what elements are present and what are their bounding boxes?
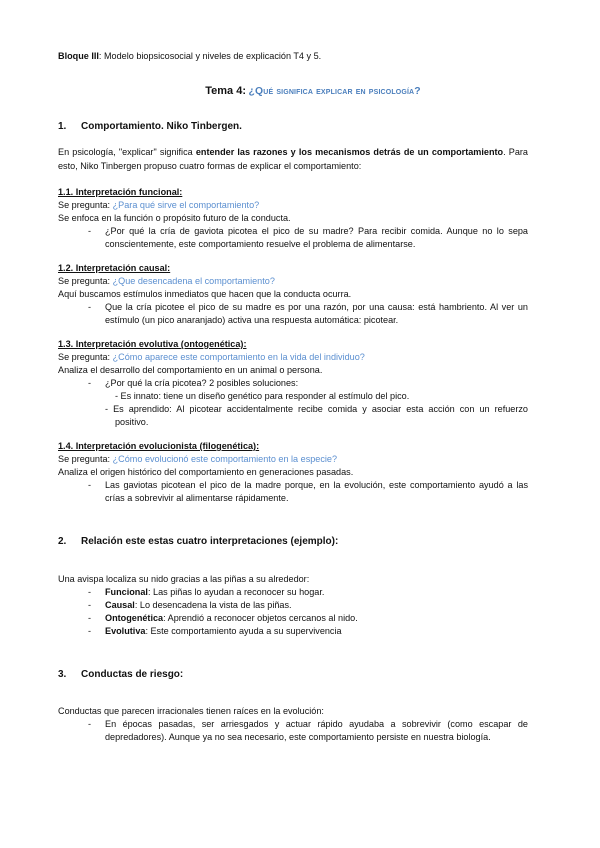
question-text-1-2: ¿Que desencadena el comportamiento? <box>112 276 275 286</box>
subsection-1-4-question-line <box>58 453 528 466</box>
ask-label-1-2: Se pregunta: <box>58 276 113 286</box>
subsection-heading-1-1: 1.1. Interpretación funcional: <box>58 187 183 197</box>
subsection-1-2-question-line <box>58 275 528 288</box>
dash-marker-icon: - <box>88 586 92 597</box>
question-text-1-3: ¿Cómo aparece este comportamiento en la vida del individuo? <box>112 352 365 362</box>
list-item <box>58 599 528 612</box>
list-item <box>58 225 528 251</box>
section-heading-1 <box>58 121 528 134</box>
dash-marker-icon: - <box>88 599 92 610</box>
question-text-1-1: ¿Para qué sirve el comportamiento? <box>112 200 260 210</box>
spacer <box>58 251 528 262</box>
section-title-2: Relación este estas cuatro interpretaciones (ejemplo): <box>81 536 339 547</box>
section-title-3: Conductas de riesgo: <box>81 668 184 680</box>
list-item-text: ¿Por qué la cría de gaviota picotea el pico de su madre? Para recibir comida. Aunque no lo sepa conscientemente, este comportamiento resuelve el problema de alimentarse. <box>105 226 528 249</box>
list-item <box>58 301 528 327</box>
ask-label-1-3: Se pregunta: <box>58 352 113 362</box>
document-body <box>58 50 528 744</box>
list-item <box>58 479 528 505</box>
list-item-text: : Este comportamiento ayuda a su supervivencia <box>145 625 342 636</box>
document-header-line <box>58 50 528 63</box>
section-number-1: 1. <box>58 120 67 132</box>
list-item-text: Las gaviotas picotean el pico de la madre porque, en la evolución, este comportamiento ayudó a las crías a sobrevivir al alimentarse rápidamente. <box>105 480 528 503</box>
lead-bold-1: entender las razones y los mecanismos detrás de un comportamiento <box>195 147 504 158</box>
section-number-3: 3. <box>58 668 67 680</box>
section-heading-3 <box>58 669 528 682</box>
lead-part-2: . Para esto, Niko Tinbergen propuso cuatro formas de explicar el comportamiento: <box>58 147 528 171</box>
list-item-text: ¿Por qué la cría picotea? 2 posibles soluciones: <box>105 378 299 388</box>
ask-label-1-4: Se pregunta: <box>58 454 113 464</box>
list-item <box>58 586 528 599</box>
header-bold-prefix: Bloque III <box>58 51 99 61</box>
spacer <box>58 505 528 536</box>
dash-marker-icon: - <box>88 480 92 490</box>
dash-marker-icon: - <box>88 612 92 623</box>
list-item <box>58 625 528 638</box>
list-item-text: Que la cría picotee el pico de su madre es por una razón, por una causa: está hambriento. Al ver un estímulo (un pico anaranjado) activa una respuesta automática: picotear. <box>105 302 528 325</box>
subsection-heading-1-4: 1.4. Interpretación evolucionista (filogenética): <box>58 441 260 451</box>
page-title <box>58 85 528 99</box>
section-1-lead-paragraph <box>58 146 528 173</box>
spacer <box>58 562 528 573</box>
title-prefix: Tema 4: <box>205 85 247 97</box>
sub-list-item-text: - Es innato: tiene un diseño genético para responder al estímulo del pico. <box>115 391 410 401</box>
spacer <box>58 327 528 338</box>
list-item-text: : Aprendió a reconocer objetos cercanos al nido. <box>163 612 358 623</box>
dash-marker-icon: - <box>88 625 92 636</box>
spacer <box>58 638 528 669</box>
sub-list-item <box>58 403 528 429</box>
list-item-term: Causal <box>105 599 135 610</box>
list-item-term: Evolutiva <box>105 625 146 636</box>
list-item-text: : Lo desencadena la vista de las piñas. <box>134 599 292 610</box>
spacer <box>58 429 528 440</box>
subsection-heading-1-2: 1.2. Interpretación causal: <box>58 263 171 273</box>
list-item-term: Funcional <box>105 586 148 597</box>
sub-list-item <box>58 390 528 403</box>
spacer <box>58 694 528 705</box>
list-item <box>58 377 528 390</box>
subsection-1-3-question-line <box>58 351 528 364</box>
section-2-intro: Una avispa localiza su nido gracias a las piñas a su alrededor: <box>58 573 310 584</box>
header-rest: : Modelo biopsicosocial y niveles de explicación T4 y 5. <box>98 51 322 61</box>
section-3-intro: Conductas que parecen irracionales tienen raíces en la evolución: <box>58 706 324 717</box>
list-item-text: En épocas pasadas, ser arriesgados y actuar rápido ayudaba a sobrevivir (como escapar de depredadores). Aunque ya no sea necesario, este comportamiento persiste en nuestra biología. <box>105 719 528 743</box>
dash-marker-icon: - <box>88 226 92 236</box>
subsection-heading-1-3: 1.3. Interpretación evolutiva (ontogenética): <box>58 339 247 349</box>
dash-marker-icon: - <box>88 302 92 312</box>
sub-list-item-text: - Es aprendido: Al picotear accidentalmente recibe comida y asociar esta acción con un refuerzo positivo. <box>105 404 528 427</box>
lead-part-1: En psicología, "explicar" significa <box>58 147 196 158</box>
section-number-2: 2. <box>58 536 67 547</box>
list-item-term: Ontogenética <box>105 612 164 623</box>
question-text-1-4: ¿Cómo evolucionó este comportamiento en la especie? <box>112 454 338 464</box>
subsection-1-3-description: Analiza el desarrollo del comportamiento en un animal o persona. <box>58 365 323 375</box>
list-item <box>58 612 528 625</box>
section-title-1: Comportamiento. Niko Tinbergen. <box>81 120 242 132</box>
dash-marker-icon: - <box>88 719 92 730</box>
subsection-1-1-question-line <box>58 199 528 212</box>
dash-marker-icon: - <box>88 378 92 388</box>
ask-label-1-1: Se pregunta: <box>58 200 113 210</box>
title-main: ¿Qué significa explicar en psicología? <box>248 86 421 97</box>
subsection-1-1-description: Se enfoca en la función o propósito futuro de la conducta. <box>58 213 291 223</box>
list-item-text: : Las piñas lo ayudan a reconocer su hogar. <box>147 586 325 597</box>
subsection-1-4-description: Analiza el origen histórico del comportamiento en generaciones pasadas. <box>58 467 354 477</box>
subsection-1-2-description: Aquí buscamos estímulos inmediatos que hacen que la conducta ocurra. <box>58 289 352 299</box>
section-heading-2 <box>58 536 528 549</box>
list-item <box>58 718 528 744</box>
